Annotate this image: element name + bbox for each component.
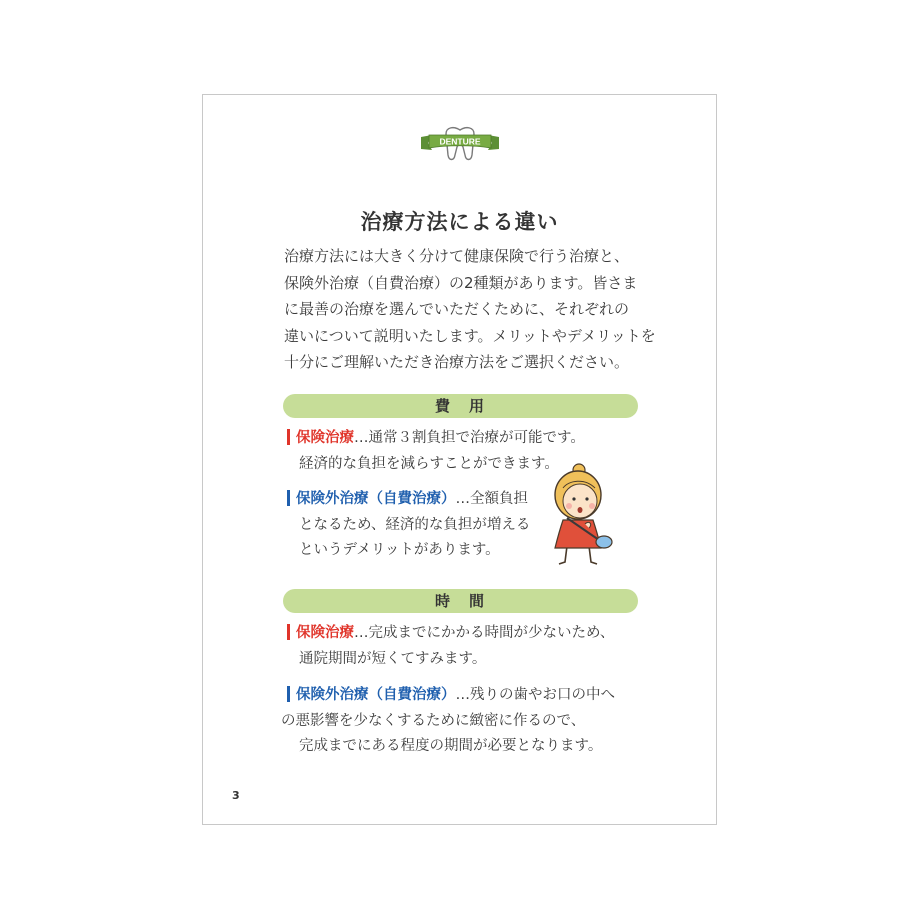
intro-line: 治療方法には大きく分けて健康保険で行う治療と、 (284, 247, 630, 265)
item-label: 保険外治療（自費治療） (296, 687, 456, 703)
time-private-item: 保険外治療（自費治療）…残りの歯やお口の中へ の悪影響を少なくするために緻密に作るので、 完成までにある程度の期間が必要となります。 (281, 687, 615, 754)
page-number: 3 (232, 789, 240, 802)
blue-marker (287, 686, 290, 702)
intro-paragraph (284, 243, 656, 376)
intro-line: 十分にご理解いただき治療方法をご選択ください。 (284, 353, 630, 371)
intro-line: に最善の治療を選んでいただくために、それぞれの (284, 300, 630, 318)
intro-line: 違いについて説明いたします。メリットやデメリットを (284, 326, 656, 345)
section-heading-cost: 費 用 (283, 394, 638, 418)
cost-private-item: 保険外治療（自費治療）…全額負担 となるため、経済的な負担が増える というデメリットがあります。 (287, 487, 530, 564)
document-page (202, 94, 717, 825)
red-marker (287, 624, 290, 640)
section-heading-time: 時 間 (283, 589, 638, 613)
red-marker (287, 429, 290, 445)
item-label: 保険治療 (296, 625, 354, 641)
denture-logo-icon (418, 125, 502, 165)
blue-marker (287, 490, 290, 506)
item-label: 保険治療 (296, 430, 354, 446)
cost-insurance-item: 保険治療…通常３割負担で治療が可能です。 経済的な負担を減らすことができます。 (287, 426, 585, 477)
item-label: 保険外治療（自費治療） (296, 491, 456, 507)
page-title: 治療方法による違い (360, 210, 559, 234)
intro-line: 保険外治療（自費治療）の2種類があります。皆さま (284, 273, 638, 292)
logo-text: DENTURE (439, 136, 481, 147)
time-insurance-item: 保険治療…完成までにかかる時間が少ないため、 通院期間が短くてすみます。 (287, 621, 614, 672)
girl-illustration (549, 462, 623, 570)
